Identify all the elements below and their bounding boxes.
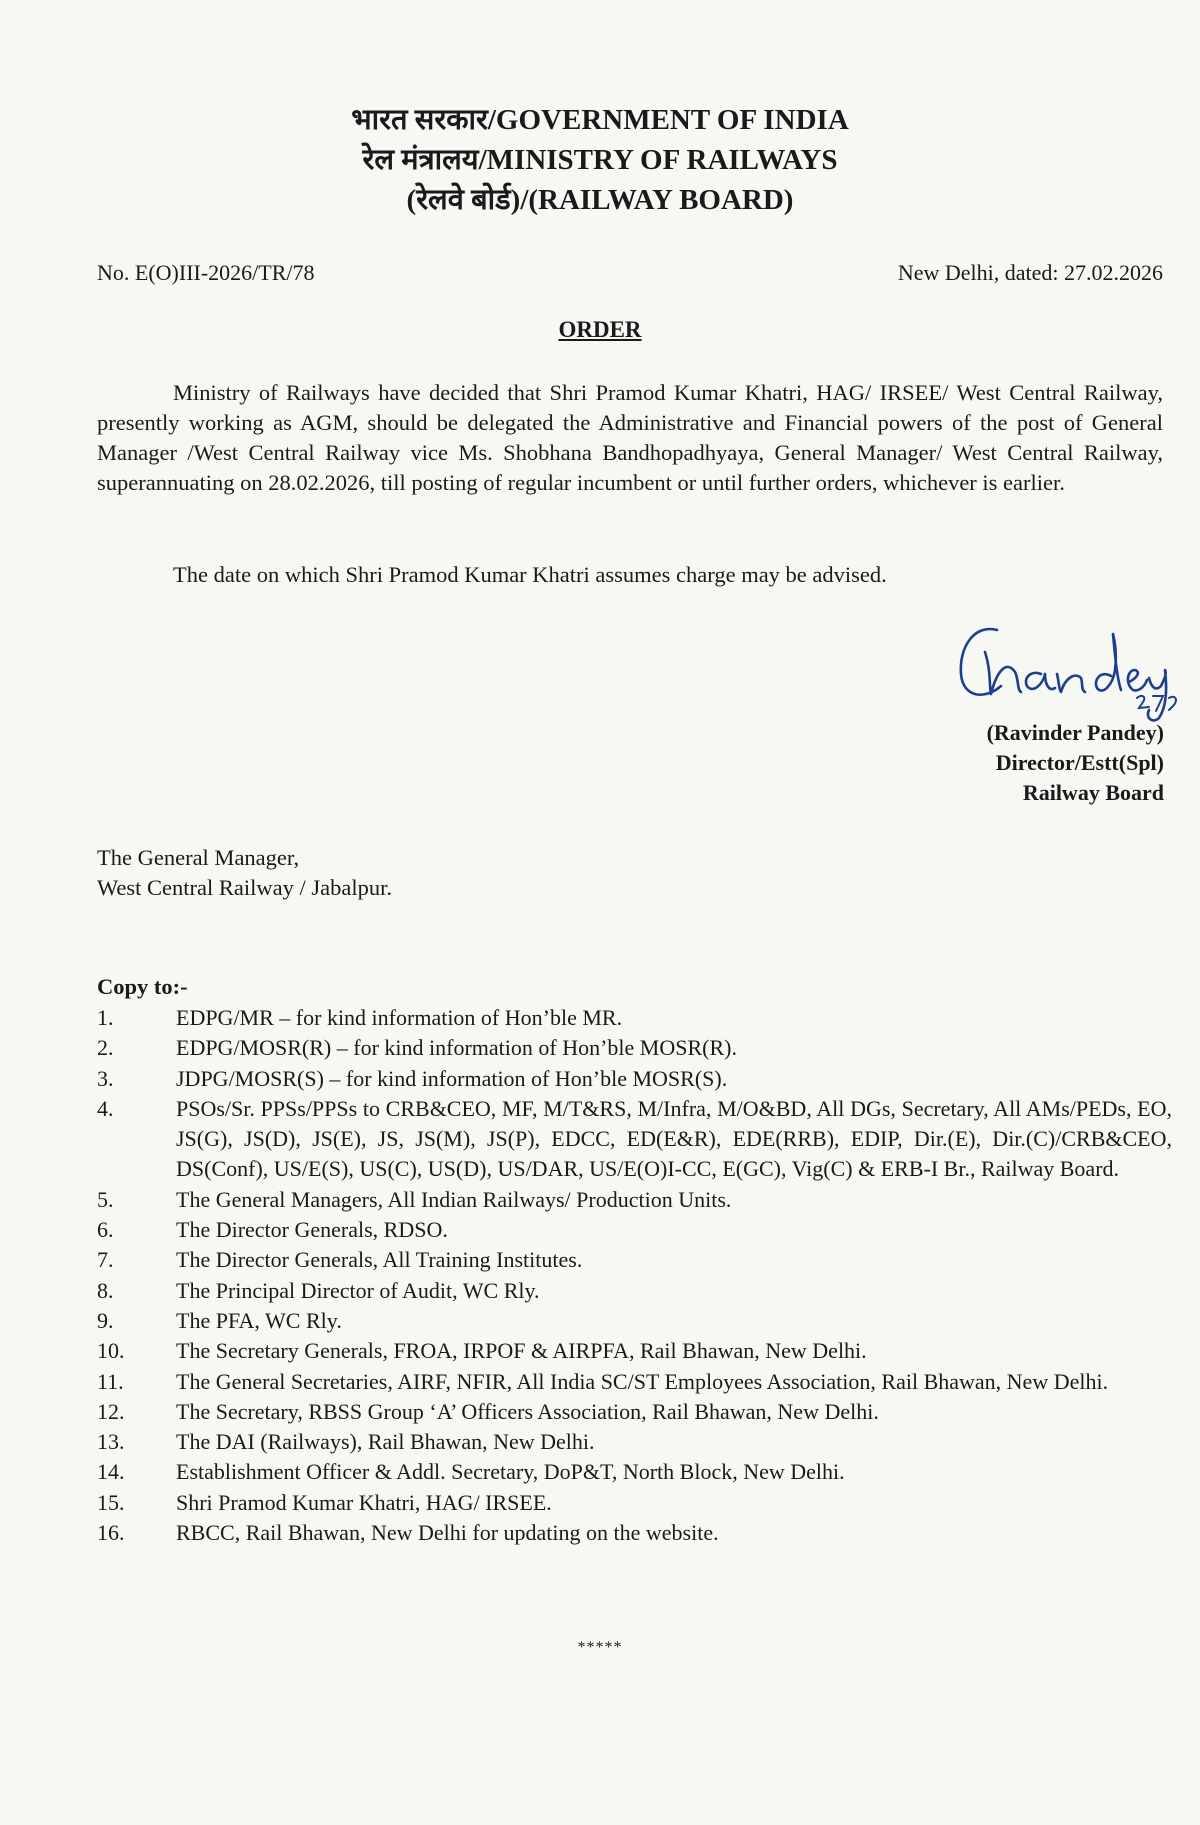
list-item-text: Establishment Officer & Addl. Secretary, DoP&T, North Block, New Delhi. (176, 1459, 845, 1485)
list-item-text: The General Managers, All Indian Railways/ Production Units. (176, 1186, 732, 1212)
list-item (97, 1397, 1172, 1427)
order-paragraph-2: The date on which Shri Pramod Kumar Khatri assumes charge may be advised. (173, 562, 887, 587)
list-item-text: The General Secretaries, AIRF, NFIR, All India SC/ST Employees Association, Rail Bhawan, New Delhi. (176, 1368, 1109, 1394)
list-item-text: The Director Generals, RDSO. (176, 1217, 448, 1243)
list-item (97, 1185, 1172, 1215)
list-item (97, 1488, 1172, 1518)
reference-date: New Delhi, dated: 27.02.2026 (897, 260, 1163, 285)
addressee-line-1: The General Manager, (97, 845, 300, 870)
list-item-number: 13. (97, 1429, 125, 1455)
signatory-block (987, 718, 1164, 808)
list-item-number: 16. (97, 1520, 125, 1546)
list-item (97, 1033, 1172, 1063)
copy-to-heading: Copy to:- (97, 974, 188, 999)
list-item-number: 8. (97, 1277, 114, 1303)
list-item-number: 2. (97, 1035, 114, 1061)
list-item-text: The PFA, WC Rly. (176, 1307, 342, 1333)
list-item-text: RBCC, Rail Bhawan, New Delhi for updating on the website. (176, 1520, 719, 1546)
list-item-number: 10. (97, 1338, 125, 1364)
handwritten-signature (945, 612, 1185, 732)
list-item-text: The Principal Director of Audit, WC Rly. (176, 1277, 540, 1303)
list-item-text: Shri Pramod Kumar Khatri, HAG/ IRSEE. (176, 1489, 552, 1515)
letterhead-board: (रेलवे बोर्ड)/(RAILWAY BOARD) (406, 184, 794, 216)
list-item-number: 14. (97, 1459, 125, 1485)
signatory-designation: Director/Estt(Spl) (995, 750, 1164, 775)
letterhead (0, 100, 1200, 220)
list-item (97, 1245, 1172, 1275)
list-item-number: 5. (97, 1186, 114, 1212)
list-item (97, 1518, 1172, 1548)
list-item-number: 9. (97, 1307, 114, 1333)
end-of-document-mark: ***** (577, 1639, 623, 1656)
list-item (97, 1064, 1172, 1094)
list-item-number: 15. (97, 1489, 125, 1515)
list-item-number: 1. (97, 1005, 114, 1030)
list-item-text: The DAI (Railways), Rail Bhawan, New Delhi. (176, 1429, 595, 1455)
order-paragraph-1: Ministry of Railways have decided that Shri Pramod Kumar Khatri, HAG/ IRSEE/ West Central Railway, presently working as AGM, should be delegated the Administrative and Financial powers of the post of General Manager /West Central Railway vice Ms. Shobhana Bandhopadhyaya, General Manager/ West Central Railway, superannuating on 28.02.2026, till posting of regular incumbent or until further orders, whichever is earlier. (97, 380, 1163, 495)
list-item (97, 1306, 1172, 1336)
list-item-text: The Secretary Generals, FROA, IRPOF & AIRPFA, Rail Bhawan, New Delhi. (176, 1338, 867, 1364)
list-item (97, 1336, 1172, 1366)
list-item (97, 1215, 1172, 1245)
addressee-block (97, 843, 392, 903)
letterhead-government: भारत सरकार/GOVERNMENT OF INDIA (351, 104, 849, 136)
list-item-text: EDPG/MR – for kind information of Hon’ble MR. (176, 1005, 623, 1030)
list-item-text: PSOs/Sr. PPSs/PPSs to CRB&CEO, MF, M/T&RS, M/Infra, M/O&BD, All DGs, Secretary, All AMs/PEDs, EO, JS(G), JS(D), JS(E), JS, JS(M), JS(P), EDCC, ED(E&R), EDE(RRB), EDIP, Dir.(E), Dir.(C)/CRB&CEO, DS(Conf), US/E(S), US(C), US(D), US/DAR, US/E(O)I-CC, E(GC), Vig(C) & ERB-I Br., Railway Board. (176, 1095, 1172, 1182)
list-item-number: 7. (97, 1247, 114, 1273)
list-item-text: JDPG/MOSR(S) – for kind information of Hon’ble MOSR(S). (176, 1065, 728, 1091)
list-item-number: 4. (97, 1095, 114, 1121)
list-item (97, 1367, 1172, 1397)
list-item-number: 11. (97, 1368, 124, 1394)
list-item (97, 1457, 1172, 1487)
reference-number: No. E(O)III-2026/TR/78 (97, 260, 315, 285)
list-item-number: 3. (97, 1065, 114, 1091)
signatory-name: (Ravinder Pandey) (986, 720, 1164, 745)
signatory-office: Railway Board (1022, 780, 1164, 805)
list-item (97, 1276, 1172, 1306)
addressee-line-2: West Central Railway / Jabalpur. (97, 875, 392, 900)
list-item (97, 1003, 1172, 1033)
list-item (97, 1094, 1172, 1185)
list-item (97, 1427, 1172, 1457)
list-item-number: 6. (97, 1217, 114, 1243)
list-item-text: The Secretary, RBSS Group ‘A’ Officers Association, Rail Bhawan, New Delhi. (176, 1398, 879, 1424)
list-item-number: 12. (97, 1398, 125, 1424)
copy-to-list (97, 1003, 1172, 1548)
list-item-text: EDPG/MOSR(R) – for kind information of Hon’ble MOSR(R). (176, 1035, 737, 1061)
letterhead-ministry: रेल मंत्रालय/MINISTRY OF RAILWAYS (362, 144, 838, 176)
list-item-text: The Director Generals, All Training Institutes. (176, 1247, 583, 1273)
order-title: ORDER (558, 317, 642, 342)
